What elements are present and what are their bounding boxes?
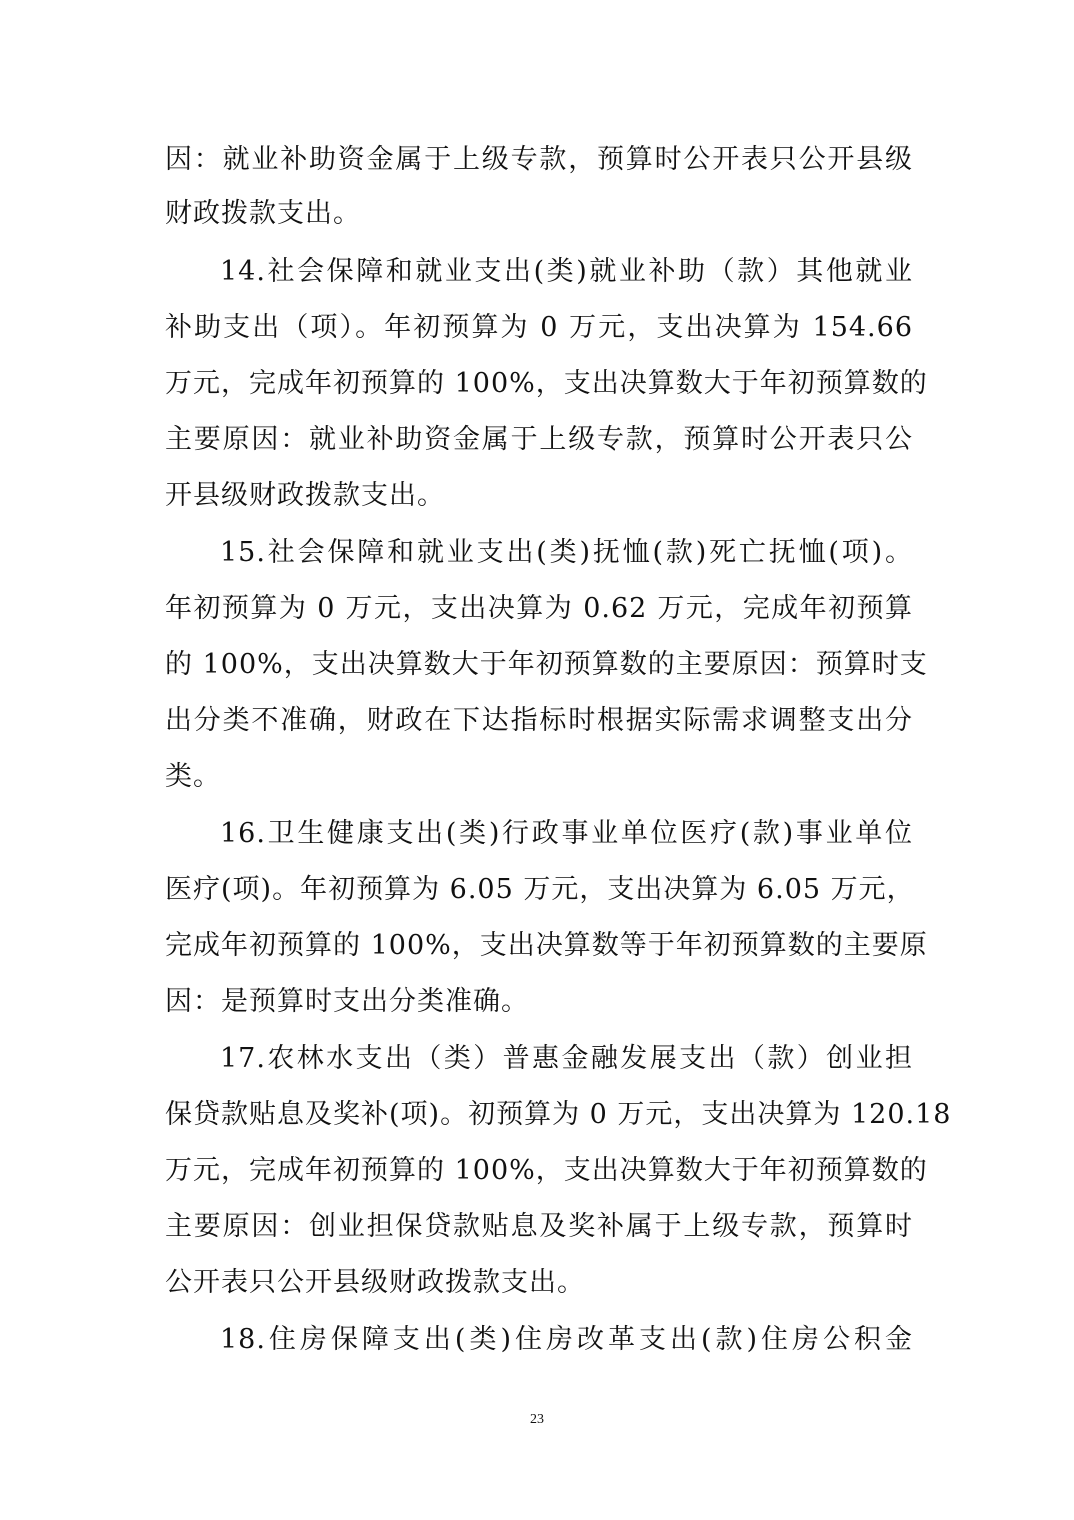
page-number: 23 — [530, 1412, 544, 1427]
body-text-line: 医疗(项)。年初预算为 6.05 万元，支出决算为 6.05 万元， — [165, 874, 915, 905]
body-text-line: 出分类不准确，财政在下达指标时根据实际需求调整支出分 — [165, 705, 913, 736]
paragraph-17-heading-line: 17.农林水支出（类）普惠金融发展支出（款）创业担 — [220, 1043, 913, 1074]
paragraph-14-heading-line: 14.社会保障和就业支出(类)就业补助（款）其他就业 — [220, 256, 913, 287]
body-text-line: 财政拨款支出。 — [165, 198, 361, 229]
body-text-line: 类。 — [165, 761, 221, 792]
body-text-line: 万元，完成年初预算的 100%，支出决算数大于年初预算数的 — [165, 368, 928, 399]
body-text-line: 完成年初预算的 100%，支出决算数等于年初预算数的主要原 — [165, 930, 928, 961]
body-text-line: 公开表只公开县级财政拨款支出。 — [165, 1267, 585, 1298]
body-text-line: 万元，完成年初预算的 100%，支出决算数大于年初预算数的 — [165, 1155, 928, 1186]
body-text-line: 的 100%，支出决算数大于年初预算数的主要原因：预算时支 — [165, 649, 928, 680]
body-text-line: 补助支出（项）。年初预算为 0 万元，支出决算为 154.66 — [165, 312, 913, 343]
body-text-line: 保贷款贴息及奖补(项)。初预算为 0 万元，支出决算为 120.18 — [165, 1099, 952, 1130]
body-text-line: 因：就业补助资金属于上级专款，预算时公开表只公开县级 — [165, 144, 913, 175]
body-text-line: 因：是预算时支出分类准确。 — [165, 986, 529, 1017]
body-text-line: 主要原因：创业担保贷款贴息及奖补属于上级专款，预算时 — [165, 1211, 913, 1242]
body-text-line: 开县级财政拨款支出。 — [165, 480, 445, 511]
body-text-line: 年初预算为 0 万元，支出决算为 0.62 万元，完成年初预算 — [165, 593, 913, 624]
paragraph-16-heading-line: 16.卫生健康支出(类)行政事业单位医疗(款)事业单位 — [220, 818, 913, 849]
body-text-line: 主要原因：就业补助资金属于上级专款，预算时公开表只公 — [165, 424, 913, 455]
paragraph-18-heading-line: 18.住房保障支出(类)住房改革支出(款)住房公积金 — [220, 1324, 913, 1355]
paragraph-15-heading-line: 15.社会保障和就业支出(类)抚恤(款)死亡抚恤(项)。 — [220, 537, 913, 568]
